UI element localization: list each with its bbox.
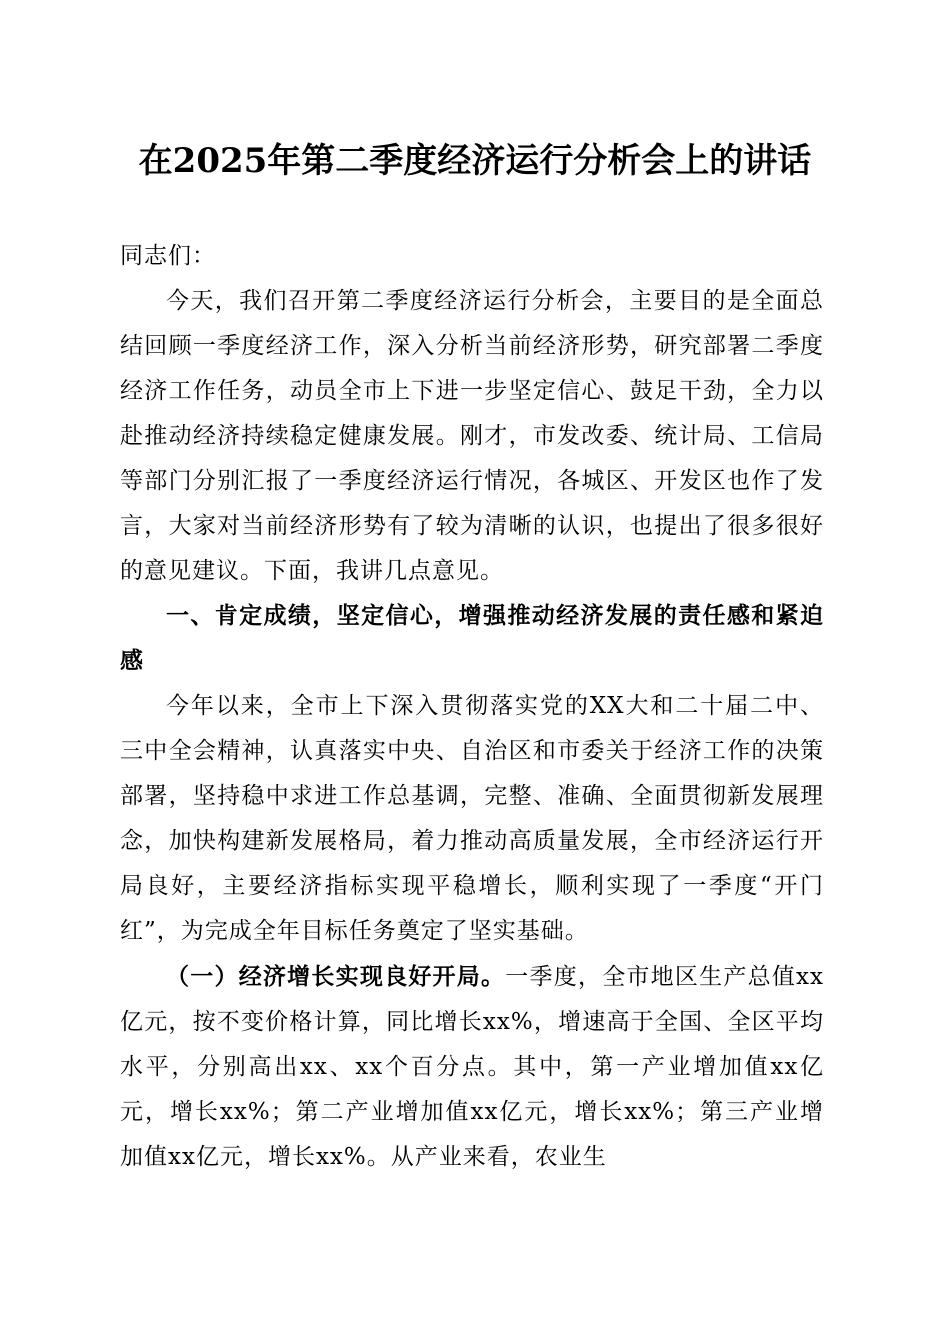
subsection-1-paragraph: [120, 954, 824, 1180]
subsection-1-heading: （一）经济增长实现良好开局。: [166, 963, 506, 990]
document-body: [120, 234, 824, 1180]
subsection-1-body: 一季度，全市地区生产总值xx亿元，按不变价格计算，同比增长xx%，增速高于全国、全区平均水平，分别高出xx、xx个百分点。其中，第一产业增加值xx亿元，增长xx%；第二产业增加值xx亿元，增长xx%；第三产业增加值xx亿元，增长xx%。从产业来看，农业生: [120, 964, 824, 1170]
section-1-paragraph: 今年以来，全市上下深入贯彻落实党的XX大和二十届二中、三中全会精神，认真落实中央、自治区和市委关于经济工作的决策部署，坚持稳中求进工作总基调，完整、准确、全面贯彻新发展理念，加快构建新发展格局，着力推动高质量发展，全市经济运行开局良好，主要经济指标实现平稳增长，顺利实现了一季度“开门红”，为完成全年目标任务奠定了坚实基础。: [120, 693, 824, 944]
intro-paragraph: 今天，我们召开第二季度经济运行分析会，主要目的是全面总结回顾一季度经济工作，深入分析当前经济形势，研究部署二季度经济工作任务，动员全市上下进一步坚定信心、鼓足干劲，全力以赴推动经济持续稳定健康发展。刚才，市发改委、统计局、工信局等部门分别汇报了一季度经济运行情况，各城区、开发区也作了发言，大家对当前经济形势有了较为清晰的认识，也提出了很多很好的意见建议。下面，我讲几点意见。: [120, 288, 824, 584]
document-title: 在2025年第二季度经济运行分析会上的讲话: [138, 141, 812, 181]
section-1-heading: 一、肯定成绩，坚定信心，增强推动经济发展的责任感和紧迫感: [120, 603, 824, 674]
salutation: 同志们：: [120, 243, 216, 269]
